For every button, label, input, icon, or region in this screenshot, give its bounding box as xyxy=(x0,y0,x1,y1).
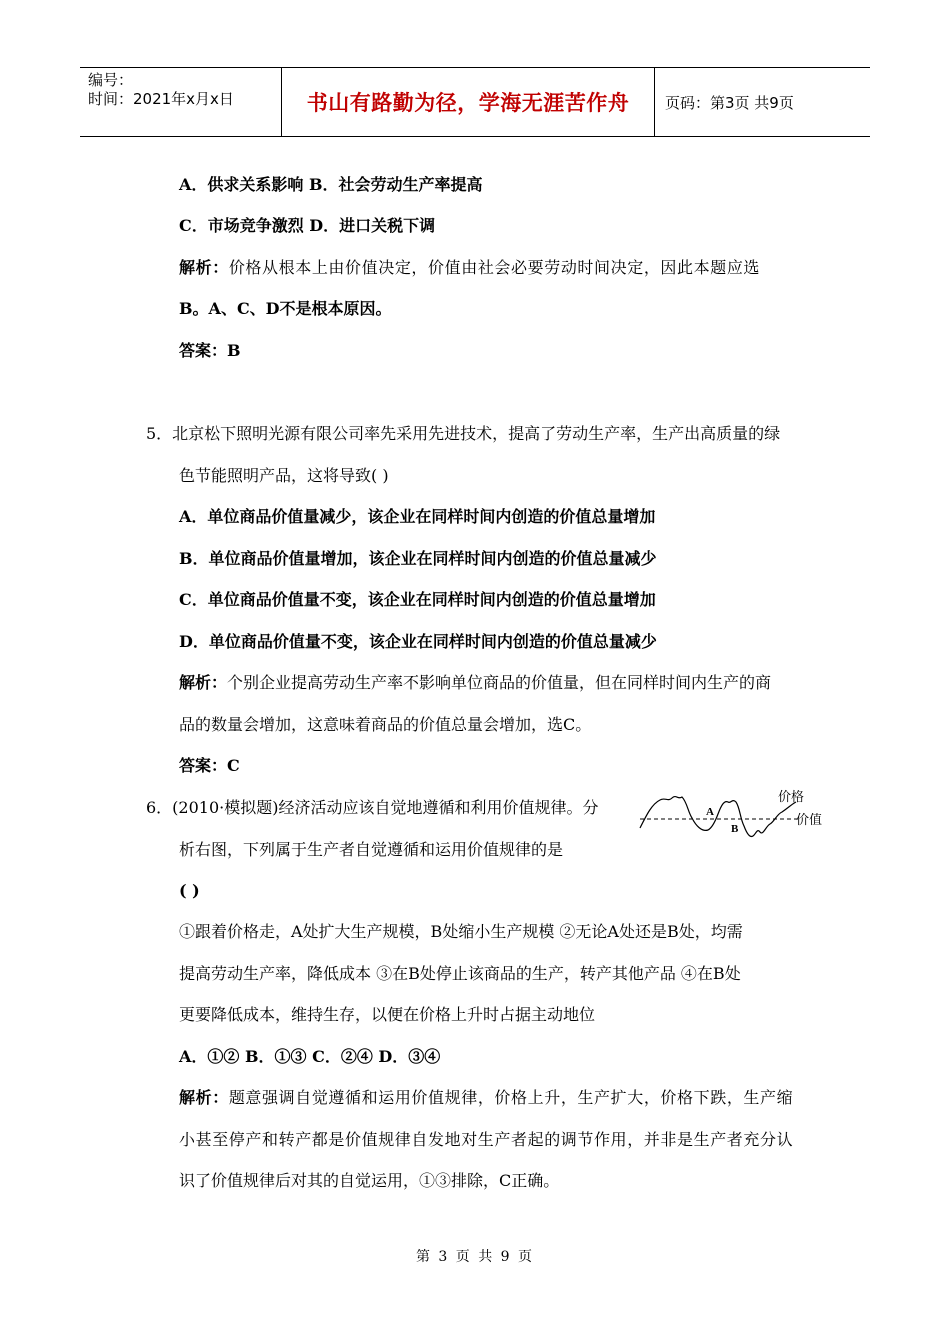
header-motto-cell xyxy=(282,68,655,136)
header-meta xyxy=(80,68,282,136)
q6-items-line3: 更要降低成本，维持生存，以便在价格上升时占据主动地位 xyxy=(179,1005,596,1024)
header-page: 页码：第3页 共9页 xyxy=(665,93,794,112)
q5-option-d: D．单位商品价值量不变，该企业在同样时间内创造的价值总量减少 xyxy=(179,632,657,651)
point-b-label: B xyxy=(731,823,739,835)
q4-analysis-line2: B。A、C、D不是根本原因。 xyxy=(179,299,392,318)
q4-options-cd: C．市场竞争激烈 D．进口关税下调 xyxy=(179,216,436,235)
header-motto: 书山有路勤为径，学海无涯苦作舟 xyxy=(306,91,630,115)
q6-items-line1: ①跟着价格走，A处扩大生产规模，B处缩小生产规模 ②无论A处还是B处，均需 xyxy=(179,922,743,941)
q5-option-b: B．单位商品价值量增加，该企业在同样时间内创造的价值总量减少 xyxy=(179,549,657,568)
q5-analysis xyxy=(179,672,771,694)
q4-analysis-label: 解析： xyxy=(179,258,229,277)
header-page-cell xyxy=(655,68,870,136)
q6-analysis-line3: 识了价值规律后对其的自觉运用，①③排除，C正确。 xyxy=(179,1171,560,1190)
q4-analysis-line1: 价格从根本上由价值决定，价值由社会必要劳动时间决定，因此本题应选 xyxy=(228,258,761,277)
q5-option-c: C．单位商品价值量不变，该企业在同样时间内创造的价值总量增加 xyxy=(179,590,656,609)
q4-options-ab: A．供求关系影响 B．社会劳动生产率提高 xyxy=(179,175,483,194)
price-value-figure xyxy=(632,784,832,846)
q6-analysis xyxy=(179,1087,793,1109)
q5-analysis-line1: 个别企业提高劳动生产率不影响单位商品的价值量，但在同样时间内生产的商 xyxy=(227,673,772,692)
price-label: 价格 xyxy=(778,790,805,805)
header-time: 时间：2021年x月x日 xyxy=(88,90,234,108)
q6-stem-line1: 6．(2010·模拟题)经济活动应该自觉地遵循和利用价值规律。分 xyxy=(146,798,599,817)
q6-analysis-line1: 题意强调自觉遵循和运用价值规律，价格上升，生产扩大，价格下跌，生产缩 xyxy=(228,1088,794,1107)
q5-stem-line2: 色节能照明产品，这将导致( ) xyxy=(179,466,389,485)
q6-options: A．①② B．①③ C．②④ D．③④ xyxy=(179,1047,441,1066)
q5-stem-line1: 5．北京松下照明光源有限公司率先采用先进技术，提高了劳动生产率，生产出高质量的绿 xyxy=(146,424,781,443)
q4-answer: 答案：B xyxy=(179,341,241,360)
q4-analysis xyxy=(179,257,760,279)
price-curve xyxy=(640,797,796,837)
q6-items-line2: 提高劳动生产率，降低成本 ③在B处停止该商品的生产，转产其他产品 ④在B处 xyxy=(179,964,741,983)
q5-answer: 答案：C xyxy=(179,756,240,775)
q5-analysis-line2: 品的数量会增加，这意味着商品的价值总量会增加，选C。 xyxy=(179,715,592,734)
page-footer: 第 3 页 共 9 页 xyxy=(415,1249,535,1265)
point-a-label: A xyxy=(706,806,714,818)
q5-option-a: A．单位商品价值量减少，该企业在同样时间内创造的价值总量增加 xyxy=(179,507,656,526)
value-label: 价值 xyxy=(796,813,823,828)
q6-stem-line3: ( ) xyxy=(179,881,200,900)
q6-analysis-label: 解析： xyxy=(179,1088,229,1107)
q5-analysis-label: 解析： xyxy=(179,673,228,692)
q6-stem-line2: 析右图，下列属于生产者自觉遵循和运用价值规律的是 xyxy=(179,840,564,859)
header-number: 编号： xyxy=(88,71,134,89)
q6-analysis-line2: 小甚至停产和转产都是价值规律自发地对生产者起的调节作用，并非是生产者充分认 xyxy=(179,1130,794,1149)
page-header xyxy=(80,67,870,137)
